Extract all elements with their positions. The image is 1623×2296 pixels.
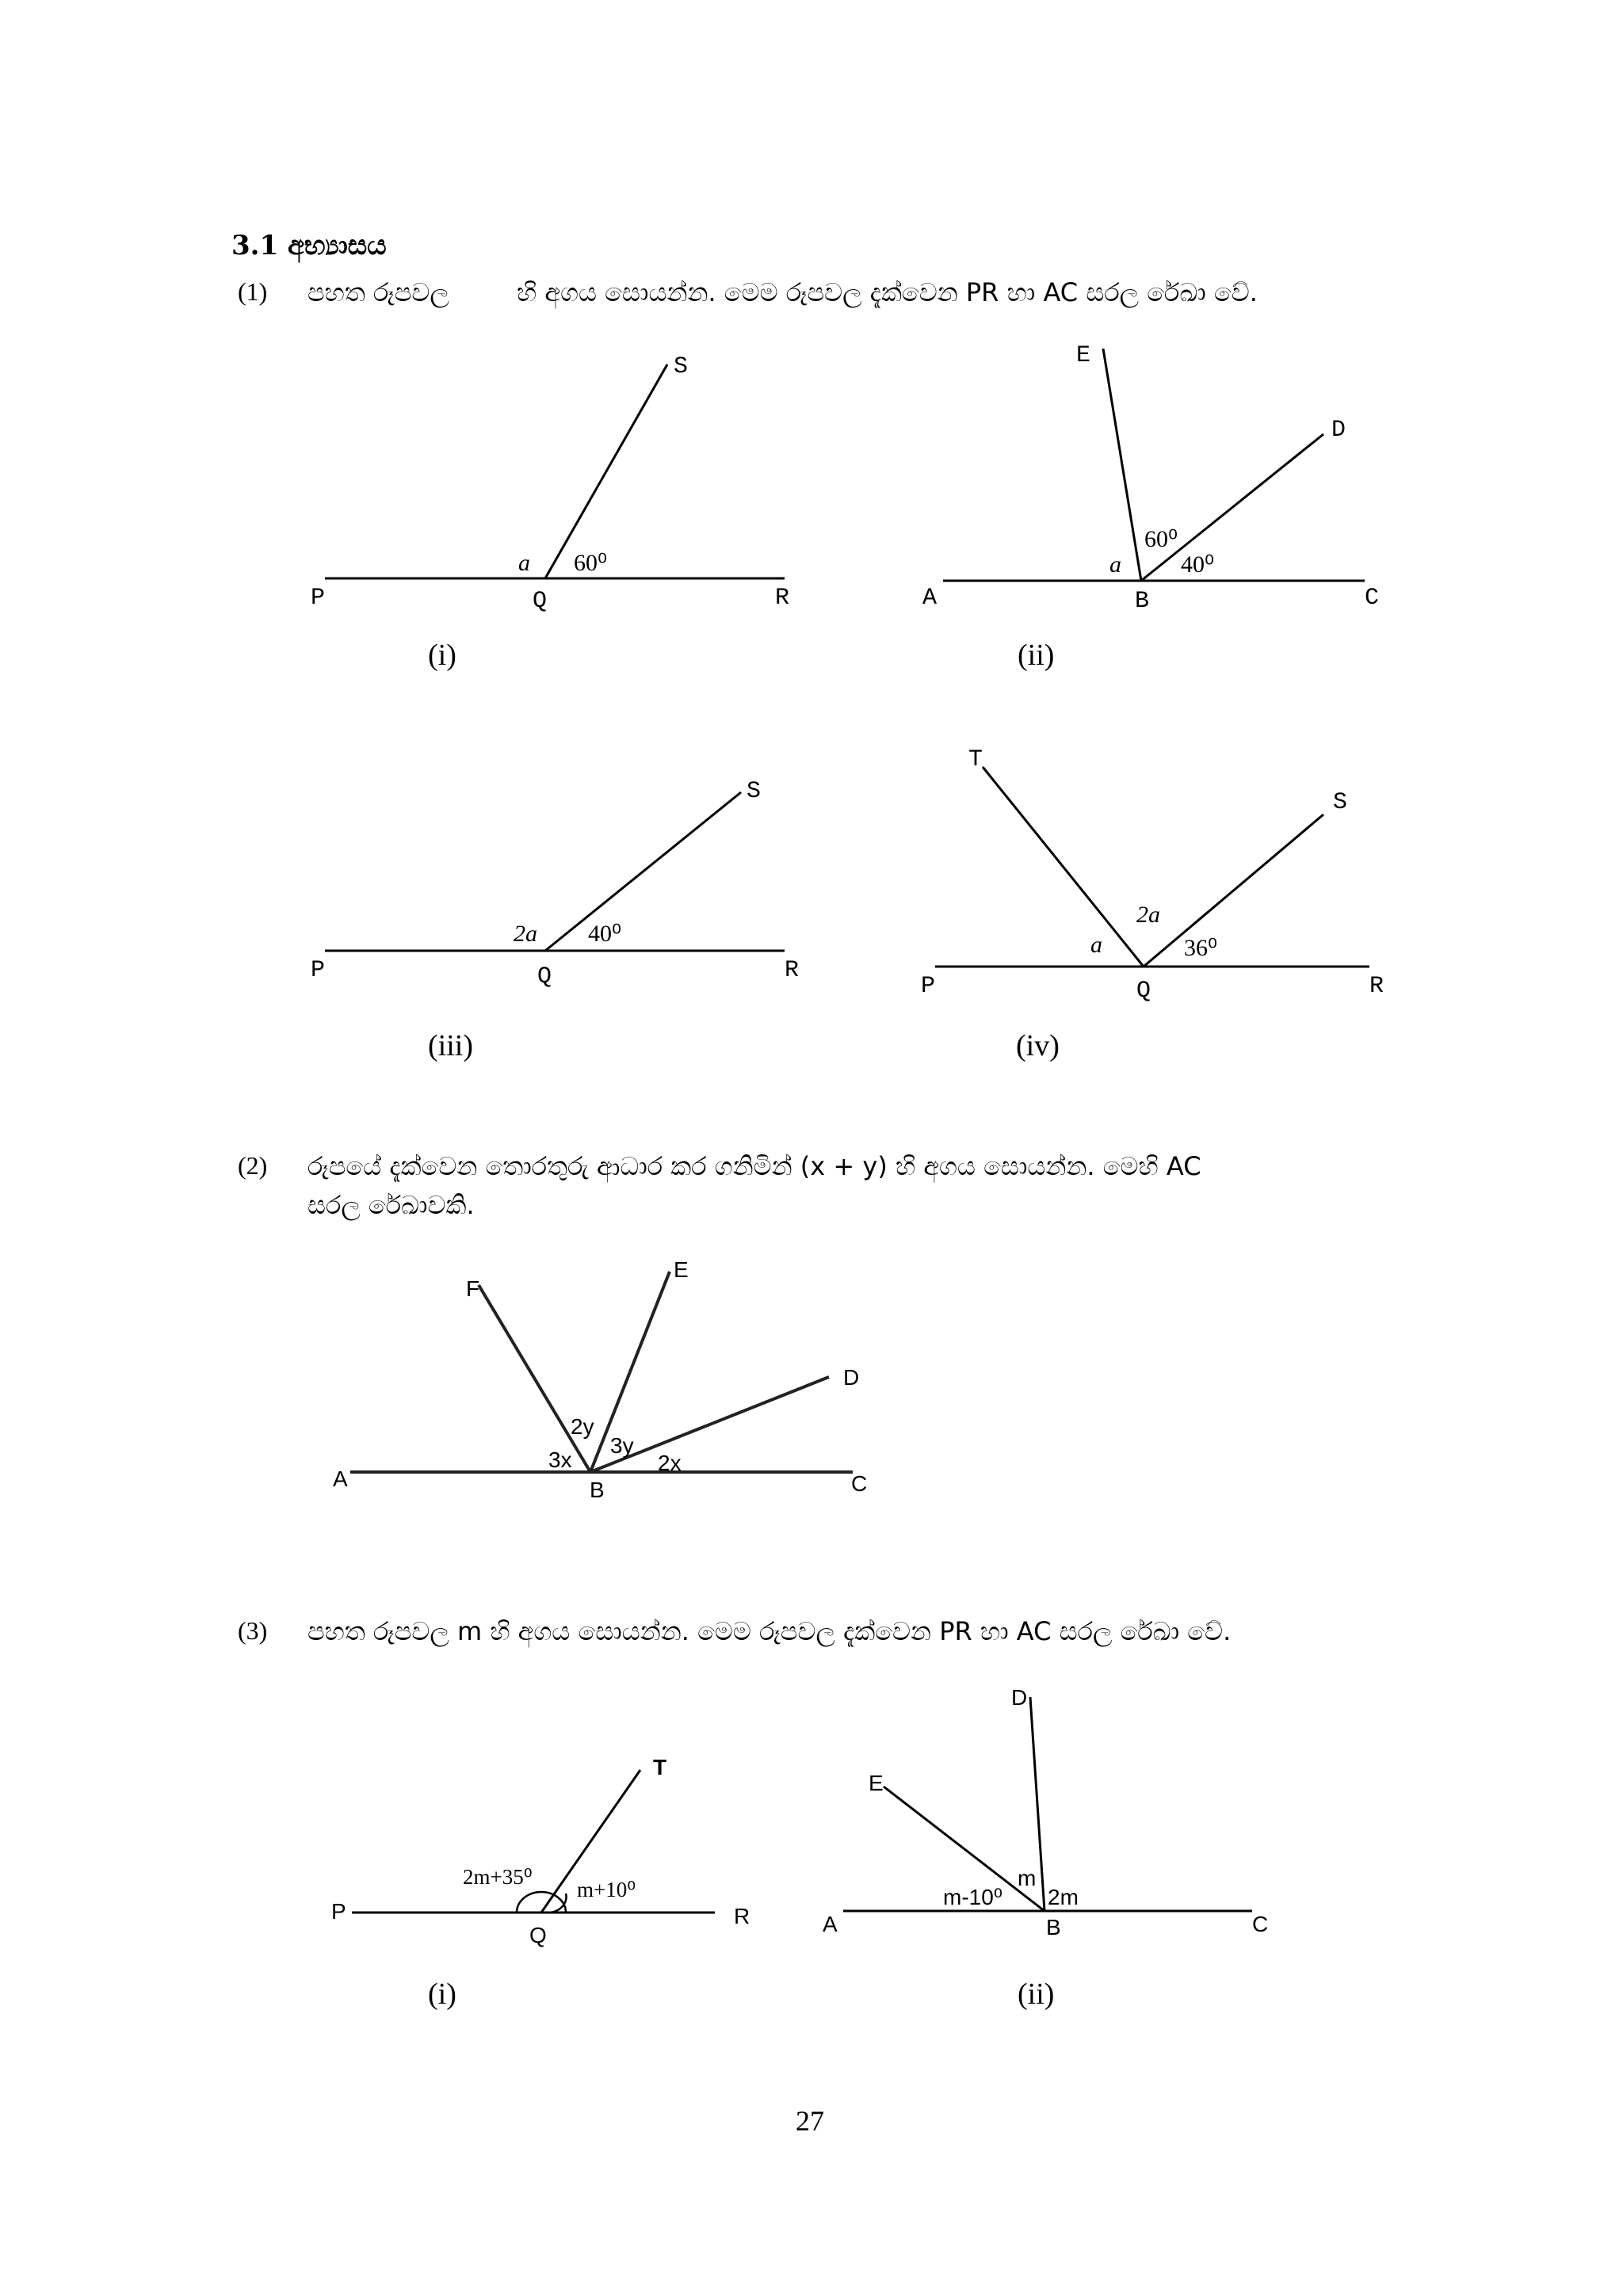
label-a: A bbox=[823, 1912, 838, 1936]
ray-qt bbox=[983, 767, 1144, 967]
question-2-number: (2) bbox=[238, 1151, 268, 1180]
caption-q1-iii: (iii) bbox=[428, 1029, 473, 1062]
figure-q2 bbox=[350, 1272, 853, 1472]
label-a: A bbox=[922, 585, 938, 612]
label-r: R bbox=[1369, 973, 1384, 1000]
label-c: C bbox=[1365, 585, 1380, 612]
label-q: Q bbox=[1136, 978, 1151, 1005]
caption-q1-ii: (ii) bbox=[1018, 639, 1055, 672]
angle-40: 40⁰ bbox=[1181, 551, 1215, 578]
caption-q3-i: (i) bbox=[428, 1978, 456, 2011]
label-t: T bbox=[968, 746, 983, 773]
angle-a: a bbox=[1090, 932, 1102, 958]
ray-qs bbox=[1144, 814, 1323, 967]
label-a: A bbox=[333, 1466, 348, 1491]
label-d: D bbox=[843, 1365, 860, 1390]
angle-2a: 2a bbox=[1136, 902, 1160, 928]
caption-q3-ii: (ii) bbox=[1018, 1978, 1055, 2011]
label-q: Q bbox=[533, 588, 548, 615]
figure-q1-i bbox=[325, 364, 785, 578]
label-s: S bbox=[747, 778, 762, 805]
label-r: R bbox=[775, 585, 790, 612]
label-q: Q bbox=[537, 963, 552, 990]
label-b: B bbox=[1046, 1915, 1061, 1939]
label-s: S bbox=[674, 353, 689, 380]
caption-q1-i: (i) bbox=[428, 639, 456, 672]
angle-2a: 2a bbox=[514, 921, 537, 947]
question-2-text-b: සරල රේඛාවකි. bbox=[307, 1190, 475, 1220]
angle-2x: 2x bbox=[658, 1451, 682, 1475]
angle-3y: 3y bbox=[610, 1433, 634, 1458]
ray-qs bbox=[545, 792, 741, 951]
label-d: D bbox=[1331, 417, 1346, 444]
ray-bf bbox=[479, 1285, 590, 1472]
label-c: C bbox=[851, 1471, 868, 1496]
label-d: D bbox=[1011, 1685, 1028, 1710]
question-3-number: (3) bbox=[238, 1616, 268, 1645]
question-3-text: පහත රූපවල m හි අගය සොයන්න. මෙම රූපවල දැක්වෙන PR හා AC සරල රේඛා වේ. bbox=[307, 1616, 1232, 1646]
label-e: E bbox=[1076, 342, 1091, 369]
label-s: S bbox=[1333, 789, 1348, 816]
label-r: R bbox=[734, 1904, 750, 1928]
question-2-text-a: රූපයේ දැක්වෙන තොරතුරු ආධාර කර ගනිමින් (x + y) හි අගය සොයන්න. මෙහි AC bbox=[307, 1151, 1201, 1181]
angle-2m-plus-35: 2m+35⁰ bbox=[463, 1865, 533, 1889]
label-p: P bbox=[331, 1899, 346, 1924]
question-1-text-a: පහත රූපවල bbox=[307, 277, 449, 307]
label-r: R bbox=[785, 957, 800, 984]
angle-3x: 3x bbox=[548, 1447, 572, 1472]
angle-a: a bbox=[518, 550, 530, 576]
ray-bd bbox=[1141, 434, 1323, 581]
label-t: T bbox=[653, 1755, 667, 1779]
exercise-title: 3.1 අභ්‍යාසය bbox=[231, 230, 387, 261]
angle-a: a bbox=[1109, 551, 1121, 578]
angle-m-plus-10: m+10⁰ bbox=[577, 1878, 636, 1901]
figure-q1-iii bbox=[325, 792, 785, 951]
caption-q1-iv: (iv) bbox=[1016, 1029, 1060, 1062]
label-p: P bbox=[311, 957, 326, 984]
label-b: B bbox=[590, 1478, 605, 1502]
figure-q3-i bbox=[352, 1770, 715, 1913]
label-p: P bbox=[921, 973, 936, 1000]
angle-2m: 2m bbox=[1048, 1885, 1079, 1909]
figure-q1-iv bbox=[935, 767, 1369, 967]
question-1-text-b: හි අගය සොයන්න. මෙම රූපවල දැක්වෙන PR හා AC සරල රේඛා වේ. bbox=[517, 277, 1258, 307]
label-b: B bbox=[1135, 588, 1150, 615]
figure-q3-ii bbox=[843, 1697, 1252, 1911]
label-e: E bbox=[869, 1771, 884, 1795]
label-p: P bbox=[311, 585, 326, 612]
label-e: E bbox=[674, 1257, 689, 1282]
label-q: Q bbox=[529, 1923, 547, 1947]
angle-36: 36⁰ bbox=[1184, 935, 1218, 961]
ray-qs bbox=[545, 364, 667, 578]
label-f: F bbox=[466, 1276, 480, 1301]
question-1-number: (1) bbox=[238, 277, 268, 306]
angle-m-minus-10: m-10⁰ bbox=[943, 1885, 1003, 1909]
angle-40: 40⁰ bbox=[588, 921, 622, 947]
angle-m: m bbox=[1018, 1866, 1037, 1890]
angle-60: 60⁰ bbox=[574, 550, 608, 576]
ray-bd bbox=[590, 1377, 829, 1472]
page-number: 27 bbox=[796, 2105, 824, 2137]
ray-be bbox=[1103, 349, 1141, 581]
label-c: C bbox=[1252, 1912, 1269, 1936]
angle-2y: 2y bbox=[571, 1414, 594, 1439]
angle-60: 60⁰ bbox=[1144, 526, 1178, 552]
